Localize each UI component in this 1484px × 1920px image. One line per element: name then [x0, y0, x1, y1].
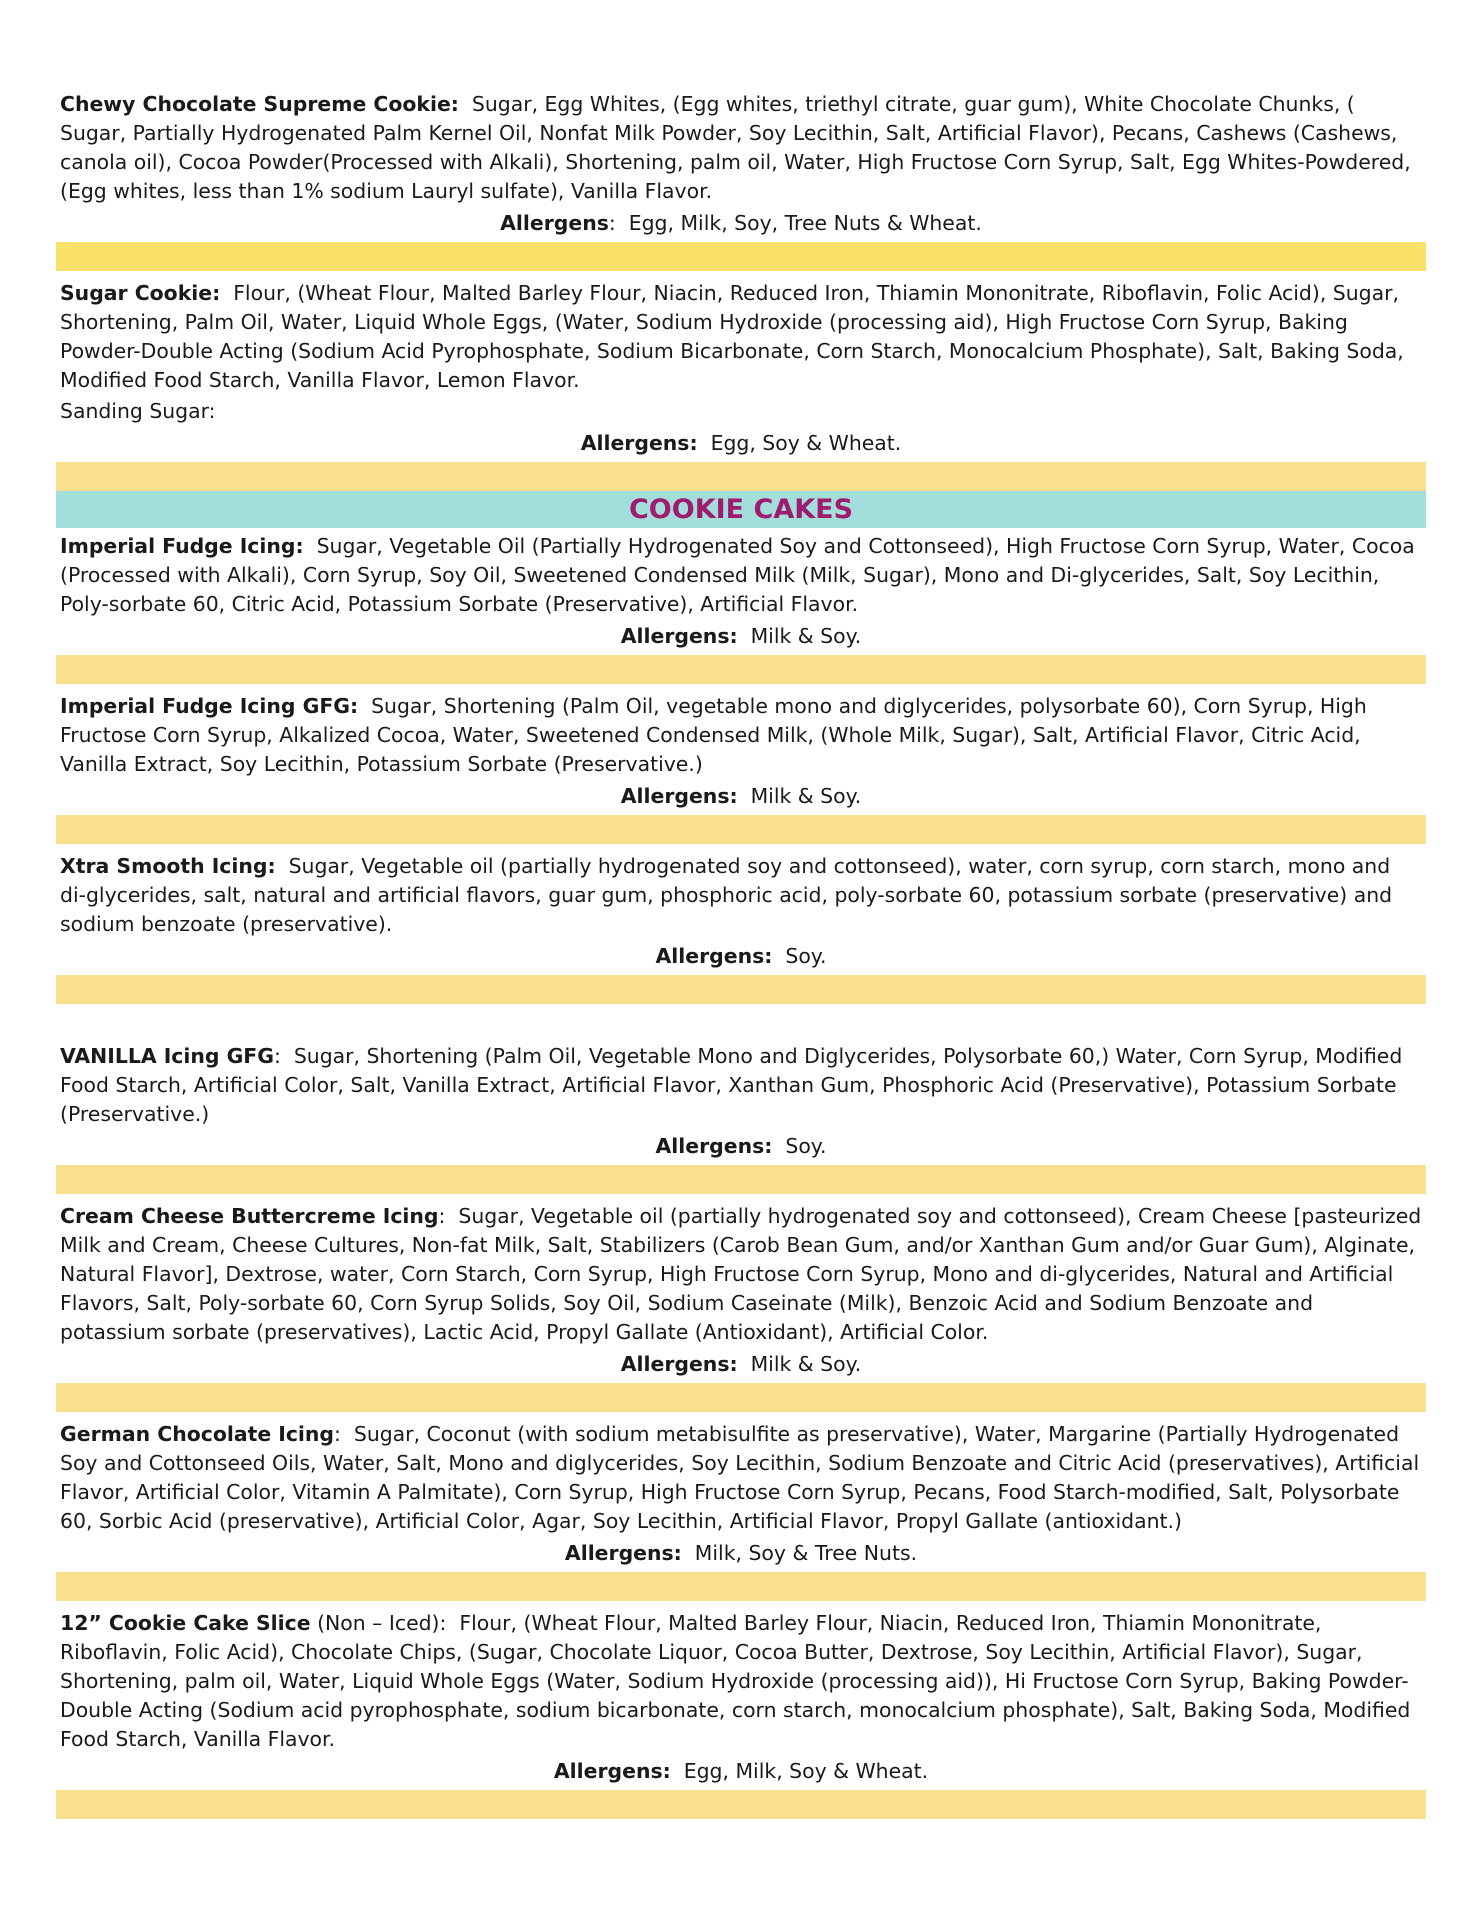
ingredient-text: Sugar, Vegetable oil (partially hydrogenated soy and cottonseed), Cream Cheese [pasteurized Milk and Cream, Cheese Cultures, Non-fat Milk, Salt, Stabilizers (Carob Bean Gum, and/or Xanthan Gum and/or Guar Gum), Alginate, Natural Flavor], Dextrose, water, Corn Starch, Corn Syrup, High Fructose Corn Syrup, Mono and di-glycerides, Natural and Artificial Flavors, Salt, Poly-sorbate 60, Corn Syrup Solids, Soy Oil, Sodium Caseinate (Milk), Benzoic Acid and Sodium Benzoate and potassium sorbate (preservatives), Lactic Acid, Propyl Gallate (Antioxidant), Artificial Color.: [60, 1204, 1422, 1344]
allergen-list: Egg, Soy & Wheat.: [697, 431, 902, 455]
product-name: VANILLA Icing GFG: [60, 1044, 274, 1068]
divider-band: [56, 242, 1426, 271]
allergen-document: [56, 90, 1426, 1827]
product-name: Chewy Chocolate Supreme Cookie:: [60, 92, 459, 116]
name-separator: [358, 694, 371, 718]
ingredient-entry-cream-cheese-buttercreme-icing: [56, 1202, 1426, 1347]
product-name: Imperial Fudge Icing GFG:: [60, 694, 359, 718]
product-name: Cream Cheese Buttercreme Icing: [60, 1204, 439, 1228]
ingredient-text: Sugar, Shortening (Palm Oil, Vegetable Mono and Diglycerides, Polysorbate 60,) Water, Corn Syrup, Modified Food Starch, Artificial Color, Salt, Vanilla Extract, Artificial Flavor, Xanthan Gum, Phosphoric Acid (Preservative), Potassium Sorbate (Preservative.): [60, 1044, 1403, 1126]
allergen-list: Soy.: [772, 1134, 827, 1158]
name-separator: (Non – Iced):: [310, 1611, 460, 1635]
allergen-label: Allergens:: [564, 1541, 682, 1565]
ingredient-entry-imperial-fudge-icing: [56, 532, 1426, 619]
ingredient-text: Sugar, Vegetable Oil (Partially Hydrogenated Soy and Cottonseed), High Fructose Corn Syrup, Water, Cocoa (Processed with Alkali), Corn Syrup, Soy Oil, Sweetened Condensed Milk (Milk, Sugar), Mono and Di-glycerides, Salt, Soy Lecithin, Poly-sorbate 60, Citric Acid, Potassium Sorbate (Preservative), Artificial Flavor.: [60, 534, 1415, 616]
product-name: Sugar Cookie:: [60, 281, 221, 305]
allergen-label: Allergens:: [620, 624, 738, 648]
section-header-cookie-cakes: COOKIE CAKES: [56, 491, 1426, 528]
allergen-label: Allergens:: [580, 431, 698, 455]
name-separator: :: [273, 1044, 294, 1068]
allergen-list: Milk & Soy.: [737, 784, 862, 808]
product-name: Imperial Fudge Icing:: [60, 534, 304, 558]
allergen-list: : Egg, Milk, Soy, Tree Nuts & Wheat.: [608, 211, 982, 235]
divider-band: [56, 462, 1426, 491]
ingredient-text: Flour, (Wheat Flour, Malted Barley Flour, Niacin, Reduced Iron, Thiamin Mononitrate, Riboflavin, Folic Acid), Chocolate Chips, (Sugar, Chocolate Liquor, Cocoa Butter, Dextrose, Soy Lecithin, Artificial Flavor), Sugar, Shortening, palm oil, Water, Liquid Whole Eggs (Water, Sodium Hydroxide (processing aid)), Hi Fructose Corn Syrup, Baking Powder-Double Acting (Sodium acid pyrophosphate, sodium bicarbonate, corn starch, monocalcium phosphate), Salt, Baking Soda, Modified Food Starch, Vanilla Flavor.: [60, 1611, 1411, 1751]
ingredient-text: Sugar, Coconut (with sodium metabisulfite as preservative), Water, Margarine (Partially Hydrogenated Soy and Cottonseed Oils, Water, Salt, Mono and diglycerides, Soy Lecithin, Sodium Benzoate and Citric Acid (preservatives), Artificial Flavor, Artificial Color, Vitamin A Palmitate), Corn Syrup, High Fructose Corn Syrup, Pecans, Food Starch-modified, Salt, Polysorbate 60, Sorbic Acid (preservative), Artificial Color, Agar, Soy Lecithin, Artificial Flavor, Propyl Gallate (antioxidant.): [60, 1422, 1420, 1533]
sanding-sugar-line: Sanding Sugar:: [60, 399, 216, 423]
allergen-list: Milk, Soy & Tree Nuts.: [681, 1541, 918, 1565]
product-name: Xtra Smooth Icing:: [60, 854, 276, 878]
divider-band: [56, 1165, 1426, 1194]
ingredient-entry-chewy-chocolate-supreme-cookie: [56, 90, 1426, 206]
allergen-list: Milk & Soy.: [737, 624, 862, 648]
name-separator: :: [334, 1422, 354, 1446]
ingredient-entry-cookie-cake-slice: [56, 1609, 1426, 1754]
divider-band: [56, 1572, 1426, 1601]
allergen-list: Milk & Soy.: [737, 1352, 862, 1376]
allergen-label: Allergens: [500, 211, 609, 235]
name-separator: [276, 854, 289, 878]
ingredient-text: Sugar, Vegetable oil (partially hydrogenated soy and cottonseed), water, corn syrup, corn starch, mono and di-glycerides, salt, natural and artificial flavors, guar gum, phosphoric acid, poly-sorbate 60, potassium sorbate (preservative) and sodium benzoate (preservative).: [60, 854, 1393, 936]
divider-band: [56, 1383, 1426, 1412]
divider-band: [56, 655, 1426, 684]
name-separator: [459, 92, 472, 116]
allergen-label: Allergens:: [620, 784, 738, 808]
product-name: 12” Cookie Cake Slice: [60, 1611, 311, 1635]
allergen-line: [56, 429, 1426, 458]
ingredient-text: Sugar, Shortening (Palm Oil, vegetable mono and diglycerides, polysorbate 60), Corn Syrup, High Fructose Corn Syrup, Alkalized Cocoa, Water, Sweetened Condensed Milk, (Whole Milk, Sugar), Salt, Artificial Flavor, Citric Acid, Vanilla Extract, Soy Lecithin, Potassium Sorbate (Preservative.): [60, 694, 1367, 776]
ingredient-entry-sugar-cookie: [56, 279, 1426, 426]
name-separator: [304, 534, 317, 558]
allergen-line: [56, 1539, 1426, 1568]
ingredient-entry-vanilla-icing-gfg: [56, 1042, 1426, 1129]
name-separator: [220, 281, 233, 305]
ingredient-entry-imperial-fudge-icing-gfg: [56, 692, 1426, 779]
ingredient-entry-german-chocolate-icing: [56, 1420, 1426, 1536]
allergen-list: Egg, Milk, Soy & Wheat.: [670, 1759, 929, 1783]
allergen-label: Allergens:: [655, 1134, 773, 1158]
allergen-line: [56, 782, 1426, 811]
allergen-line: [56, 622, 1426, 651]
allergen-line: [56, 1132, 1426, 1161]
allergen-line: [56, 209, 1426, 238]
divider-band: [56, 1790, 1426, 1819]
allergen-label: Allergens:: [553, 1759, 671, 1783]
allergen-label: Allergens:: [620, 1352, 738, 1376]
ingredient-text: Flour, (Wheat Flour, Malted Barley Flour, Niacin, Reduced Iron, Thiamin Mononitrate, Riboflavin, Folic Acid), Sugar, Shortening, Palm Oil, Water, Liquid Whole Eggs, (Water, Sodium Hydroxide (processing aid), High Fructose Corn Syrup, Baking Powder-Double Acting (Sodium Acid Pyrophosphate, Sodium Bicarbonate, Corn Starch, Monocalcium Phosphate), Salt, Baking Soda, Modified Food Starch, Vanilla Flavor, Lemon Flavor.: [60, 281, 1404, 392]
allergen-line: [56, 1757, 1426, 1786]
divider-band: [56, 815, 1426, 844]
product-name: German Chocolate Icing: [60, 1422, 335, 1446]
ingredient-text: Sugar, Egg Whites, (Egg whites, triethyl citrate, guar gum), White Chocolate Chunks, ( Sugar, Partially Hydrogenated Palm Kernel Oil, Nonfat Milk Powder, Soy Lecithin, Salt, Artificial Flavor), Pecans, Cashews (Cashews, canola oil), Cocoa Powder(Processed with Alkali), Shortening, palm oil, Water, High Fructose Corn Syrup, Salt, Egg Whites-Powdered, (Egg whites, less than 1% sodium Lauryl sulfate), Vanilla Flavor.: [60, 92, 1411, 203]
allergen-label: Allergens:: [655, 944, 773, 968]
ingredient-entry-xtra-smooth-icing: [56, 852, 1426, 939]
name-separator: :: [438, 1204, 459, 1228]
allergen-line: [56, 942, 1426, 971]
allergen-line: [56, 1350, 1426, 1379]
allergen-list: Soy.: [772, 944, 827, 968]
divider-band: [56, 975, 1426, 1004]
